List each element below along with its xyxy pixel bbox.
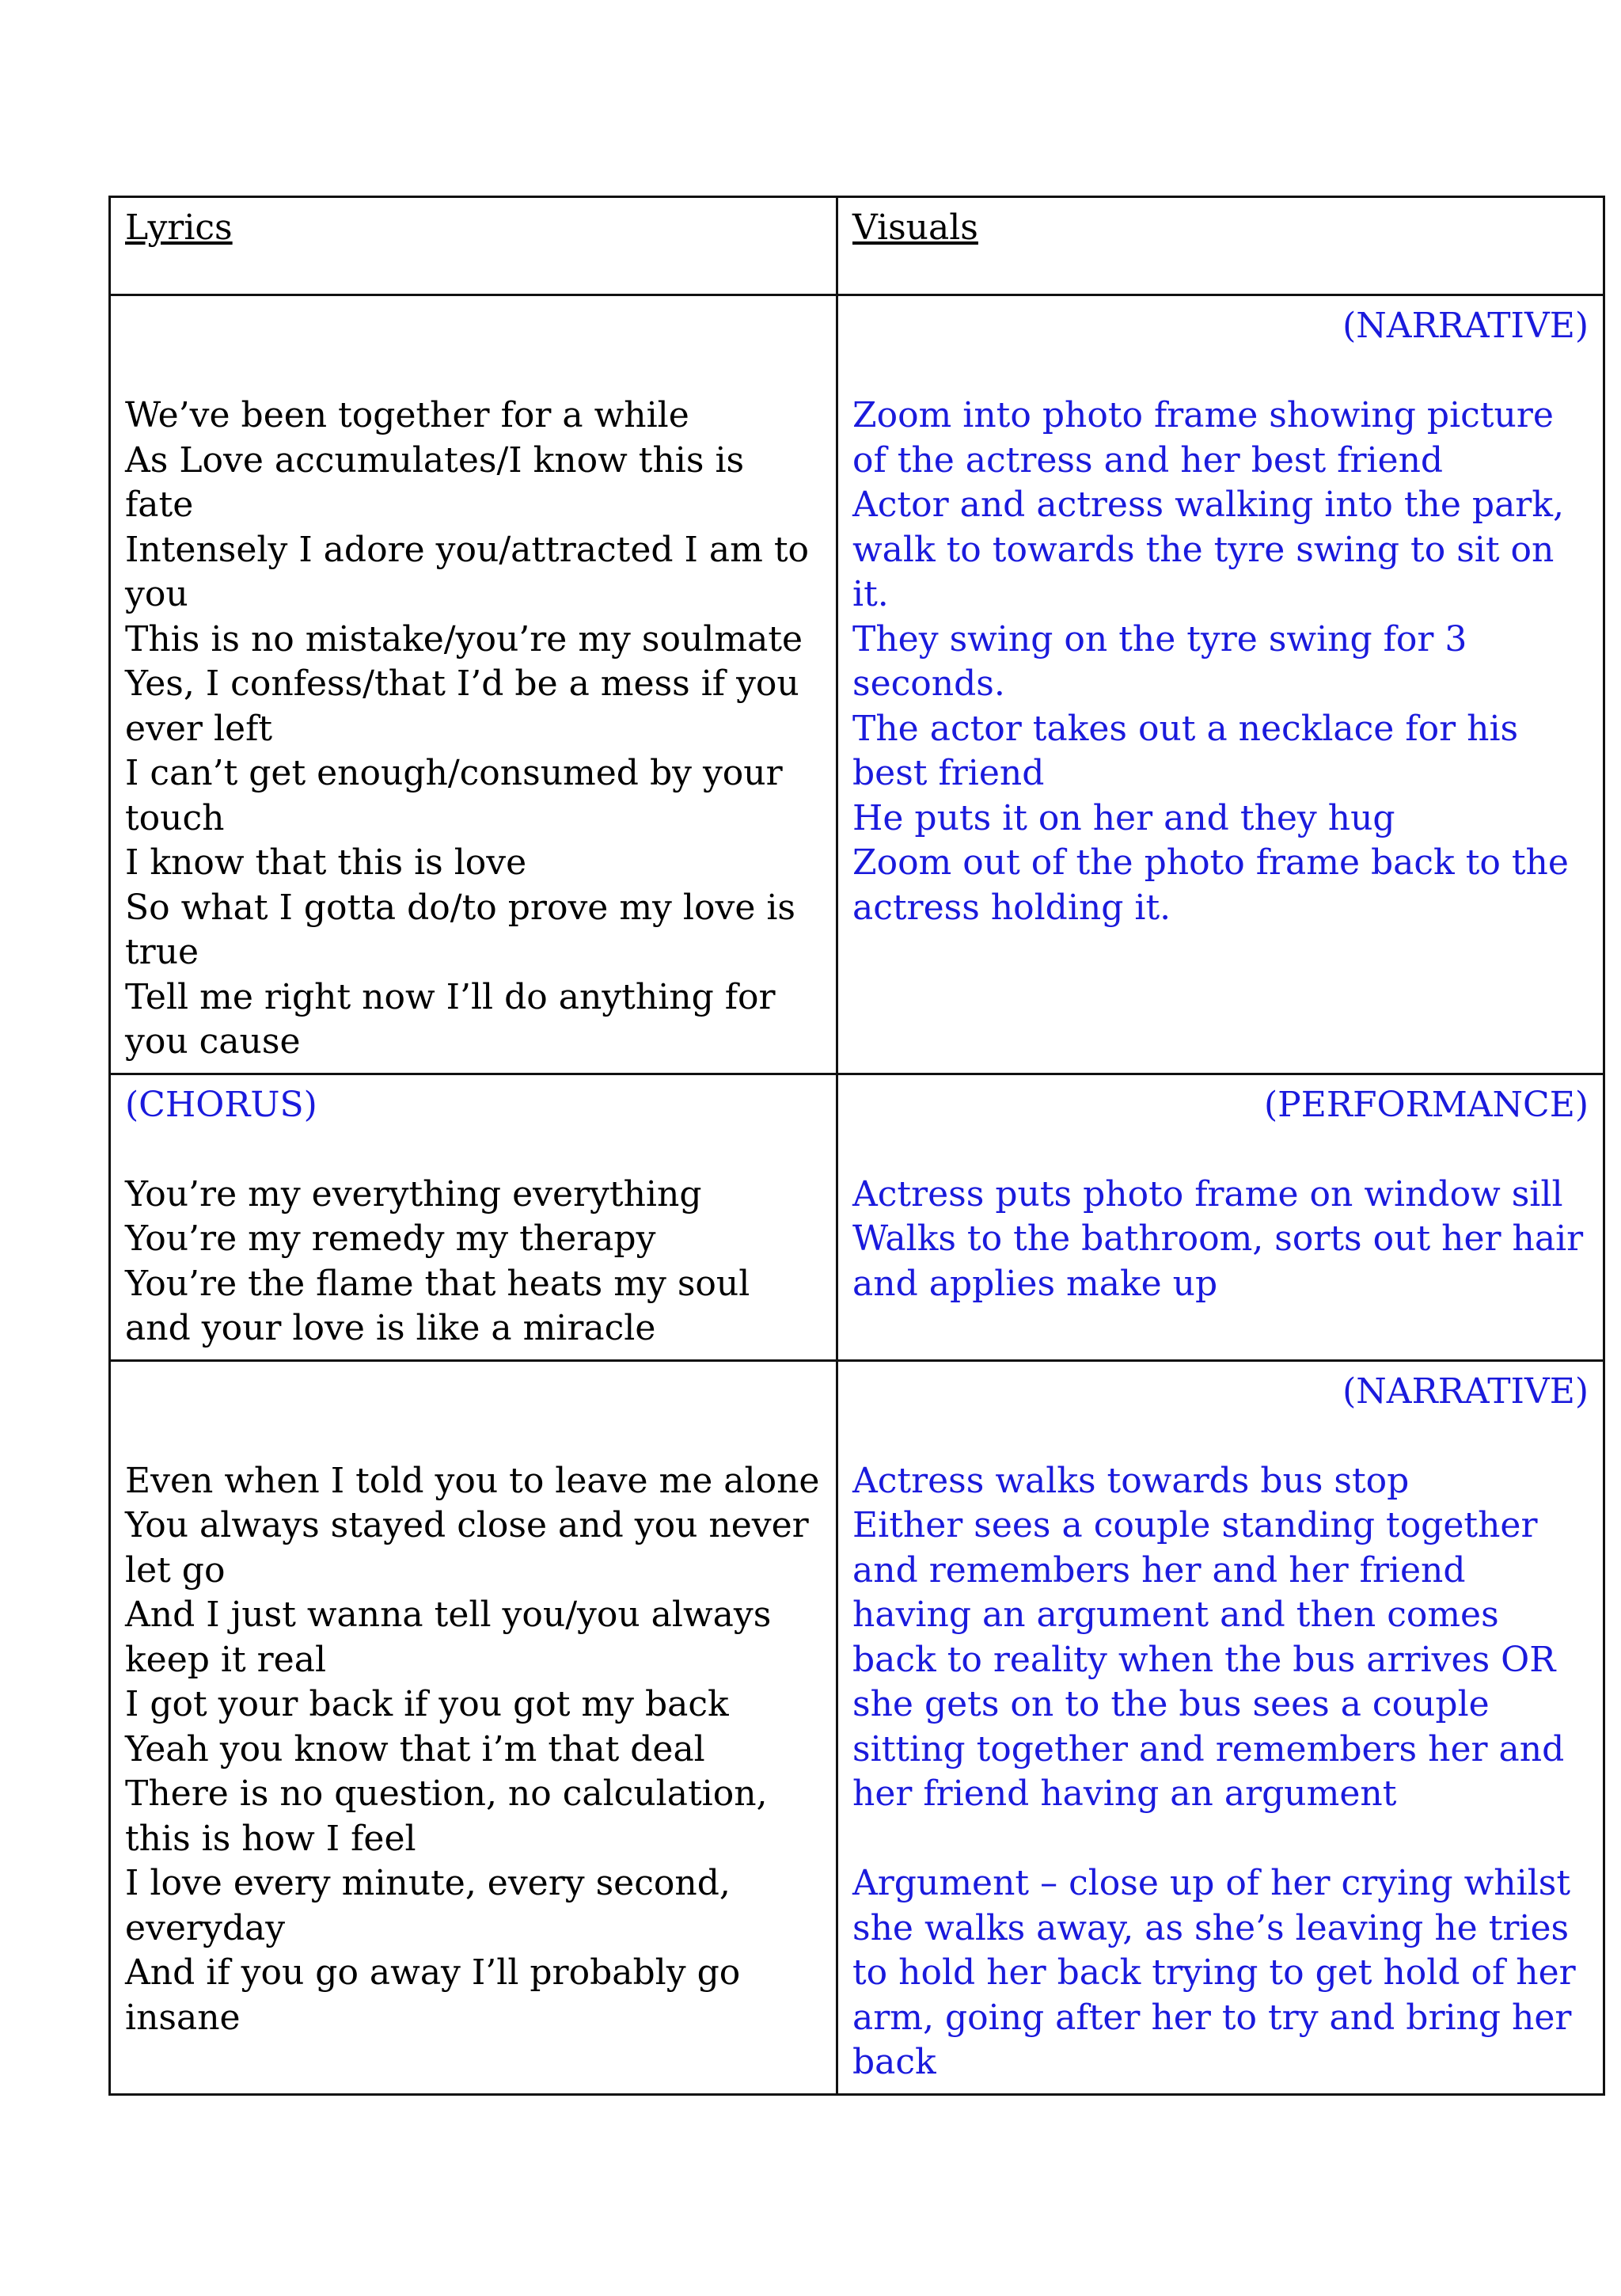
spacer: [852, 1414, 1589, 1459]
spacer: [125, 304, 822, 349]
section-tag: (NARRATIVE): [1342, 306, 1589, 346]
spacer: [125, 1414, 822, 1459]
header-row: [110, 197, 1604, 295]
spacer: [125, 1127, 822, 1173]
spacer: [125, 349, 822, 394]
lyric-line: Intensely I adore you/attracted I am to you: [125, 529, 809, 614]
visual-line: Actor and actress walking into the park, walk to towards the tyre swing to sit on it.: [852, 485, 1564, 614]
visuals-header-cell: [837, 197, 1604, 295]
lyrics-cell: [110, 1074, 837, 1360]
spacer: [852, 1817, 1589, 1862]
section-tag: (NARRATIVE): [1342, 1370, 1589, 1412]
visual-line: Either sees a couple standing together and remembers her and her friend having an argument and then comes back to reality when the bus arrives OR she gets on to the bus sees a couple sitting together and remembers her and her friend having an argument: [852, 1505, 1565, 1814]
spacer: [852, 1127, 1589, 1173]
visual-line: The actor takes out a necklace for his best friend: [852, 708, 1519, 793]
lyric-line: We’ve been together for a while: [125, 395, 689, 435]
lyric-line: This is no mistake/you’re my soulmate: [125, 618, 803, 660]
lyrics-cell: [110, 1360, 837, 2094]
lyric-line: So what I gotta do/to prove my love is true: [125, 887, 795, 972]
visual-line: Zoom into photo frame showing picture of the actress and her best friend: [852, 395, 1554, 481]
lyric-line: And if you go away I’ll probably go insane: [125, 1952, 741, 2038]
lyric-line: And I just wanna tell you/you always keep it real: [125, 1595, 772, 1680]
lyric-line: You’re my everything everything: [125, 1173, 702, 1215]
lyrics-header-cell: [110, 197, 837, 295]
lyric-line: There is no question, no calculation, this is how I feel: [125, 1773, 768, 1859]
lyric-line: I love every minute, every second, everyday: [125, 1863, 731, 1948]
lyric-line: You’re the flame that heats my soul and your love is like a miracle: [125, 1263, 750, 1348]
lyric-line: I can’t get enough/consumed by your touch: [125, 753, 783, 838]
section-tag: (PERFORMANCE): [1263, 1084, 1589, 1125]
lyric-line: Even when I told you to leave me alone: [125, 1460, 820, 1501]
table-row: [110, 295, 1604, 1074]
visuals-cell: [837, 1360, 1604, 2094]
lyric-line: Yeah you know that i’m that deal: [125, 1728, 705, 1770]
lyric-line: You always stayed close and you never let go: [125, 1505, 809, 1591]
visual-line: Actress puts photo frame on window sill: [852, 1173, 1563, 1215]
lyrics-cell: [110, 295, 837, 1074]
visual-line: He puts it on her and they hug: [852, 797, 1395, 838]
table-row: [110, 1360, 1604, 2094]
lyrics-header: Lyrics: [125, 207, 233, 248]
lyric-line: Yes, I confess/that I’d be a mess if you ever left: [125, 663, 799, 749]
lyric-line: Tell me right now I’ll do anything for you cause: [125, 976, 776, 1062]
visuals-cell: [837, 295, 1604, 1074]
lyric-line: I got your back if you got my back: [125, 1684, 729, 1724]
table-row: [110, 1074, 1604, 1360]
spacer: [125, 1370, 822, 1415]
section-tag: (CHORUS): [125, 1084, 317, 1125]
lyric-line: As Love accumulates/I know this is fate: [125, 439, 745, 525]
visuals-cell: [837, 1074, 1604, 1360]
visual-line: Walks to the bathroom, sorts out her hair and applies make up: [852, 1218, 1584, 1304]
lyric-line: I know that this is love: [125, 842, 527, 883]
lyric-line: You’re my remedy my therapy: [125, 1218, 656, 1259]
visual-line: Actress walks towards bus stop: [852, 1460, 1410, 1501]
visual-line: Argument – close up of her crying whilst she walks away, as she’s leaving he tries to hold her back trying to get hold of her arm, going after her to try and bring her back: [852, 1863, 1576, 2082]
visual-line: They swing on the tyre swing for 3 seconds.: [852, 618, 1467, 704]
visuals-header: Visuals: [852, 207, 978, 248]
spacer: [852, 349, 1589, 394]
visual-line: Zoom out of the photo frame back to the actress holding it.: [852, 842, 1569, 928]
storyboard-table: [108, 196, 1605, 2096]
